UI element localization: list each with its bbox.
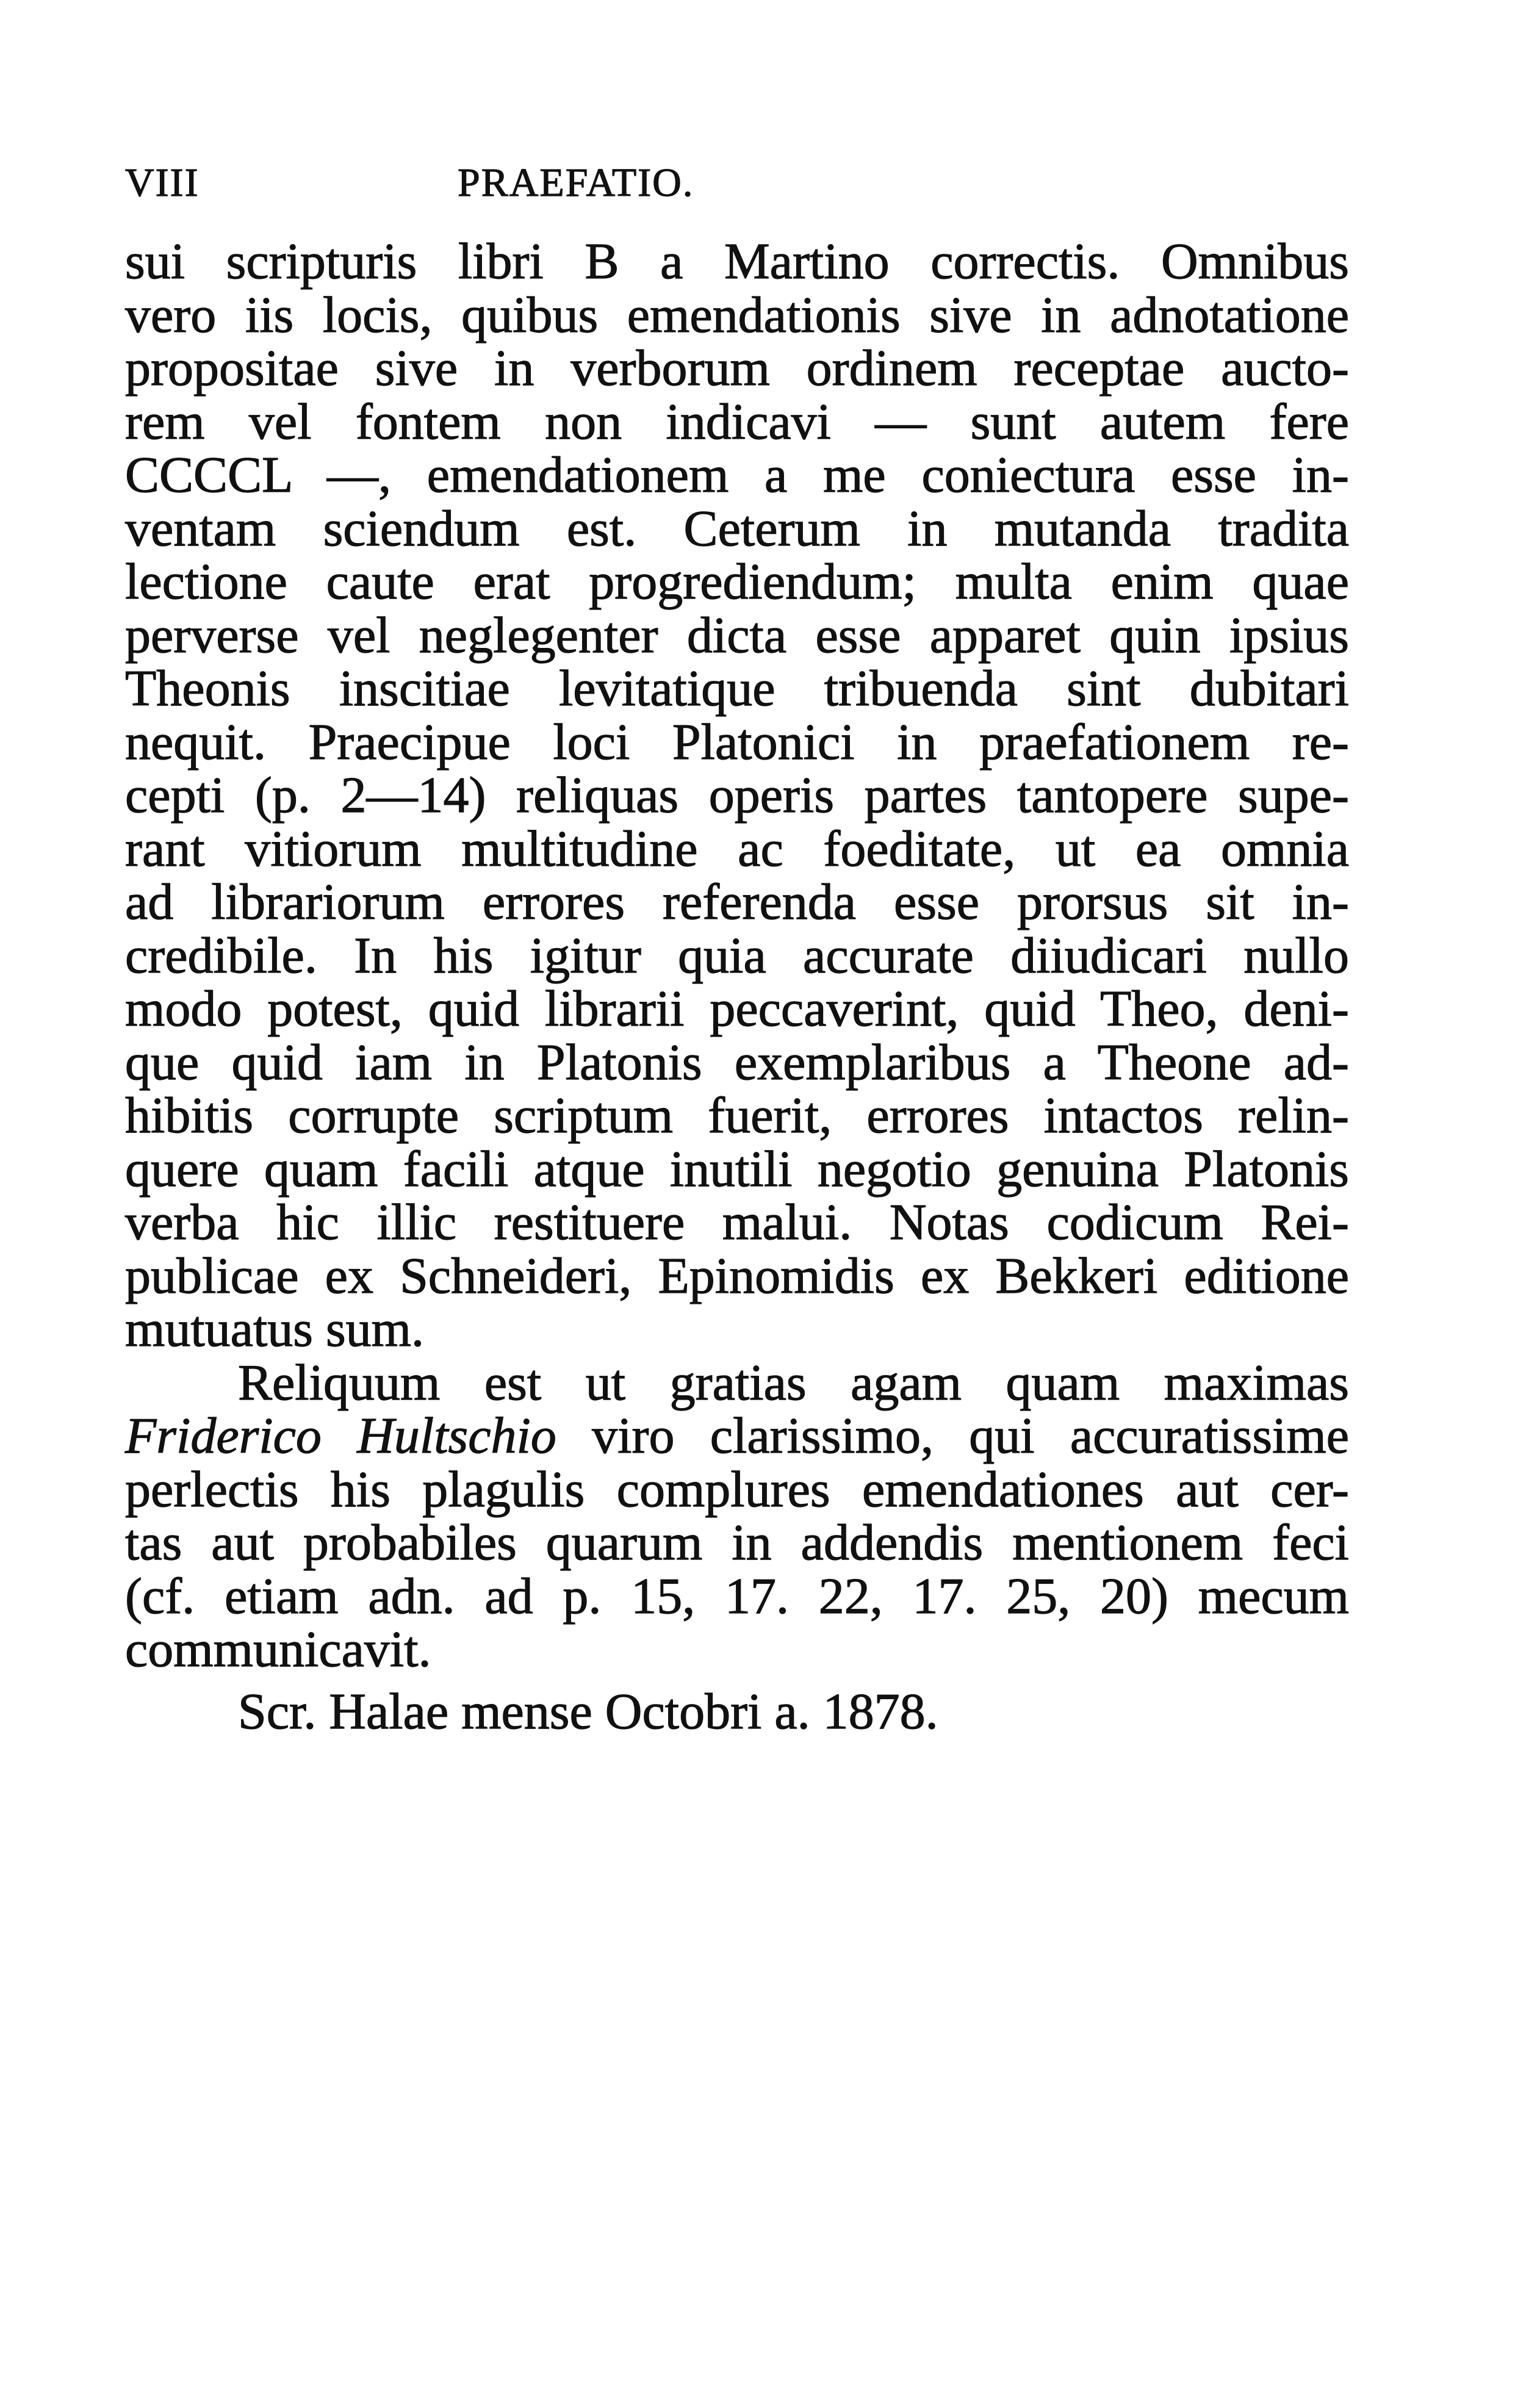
text-line: Reliquum est ut gratias agam quam maximas (238, 1354, 1349, 1411)
text-line: vero iis locis, quibus emendationis sive in adnotatione (125, 286, 1349, 343)
text-line: modo potest, quid librarii peccaverint, quid Theo, deni- (125, 980, 1349, 1037)
text-line: rem vel fontem non indicavi — sunt autem fere (125, 393, 1349, 450)
text-line: hibitis corrupte scriptum fuerit, errores intactos relin- (125, 1087, 1349, 1144)
text-line: sui scripturis libri B a Martino correctis. Omnibus (125, 233, 1349, 290)
running-head: PRAEFATIO. (458, 160, 694, 205)
text-line: perverse vel neglegenter dicta esse apparet quin ipsius (125, 606, 1349, 664)
text-line: verba hic illic restituere malui. Notas codicum Rei- (125, 1194, 1349, 1251)
text-span: viro clarissimo, qui accuratissime (556, 1407, 1349, 1464)
text-line (125, 1409, 1349, 1463)
text-line: Theonis inscitiae levitatique tribuenda sint dubitari (125, 660, 1349, 717)
signoff: Scr. Halae mense Octobri a. 1878. (238, 1683, 938, 1740)
text-line: communicavit. (125, 1621, 431, 1678)
paragraph-2 (125, 1356, 1349, 1677)
text-line: tas aut probabiles quarum in addendis mentionem feci (125, 1514, 1349, 1571)
text-line: quere quam facili atque inutili negotio genuina Platonis (125, 1140, 1349, 1198)
text-line: rant vitiorum multitudine ac foeditate, ut ea omnia (125, 820, 1349, 877)
text-line: lectione caute erat progrediendum; multa enim quae (125, 553, 1349, 610)
text-line: mutuatus sum. (125, 1301, 425, 1357)
text-line: que quid iam in Platonis exemplaribus a Theone ad- (125, 1033, 1349, 1091)
text-line: perlectis his plagulis complures emendationes aut cer- (125, 1461, 1349, 1518)
text-line: cepti (p. 2—14) reliquas operis partes tantopere supe- (125, 767, 1349, 824)
text-line: publicae ex Schneideri, Epinomidis ex Bekkeri editione (125, 1247, 1349, 1304)
text-line: nequit. Praecipue loci Platonici in praefationem re- (125, 713, 1349, 771)
page-body (125, 235, 1349, 1738)
text-line: CCCCL —, emendationem a me coniectura esse in- (125, 447, 1349, 503)
text-line: ventam sciendum est. Ceterum in mutanda tradita (125, 500, 1349, 557)
text-line: propositae sive in verborum ordinem receptae aucto- (125, 340, 1349, 397)
italic-name: Friderico Hultschio (125, 1407, 556, 1464)
text-line: (cf. etiam adn. ad p. 15, 17. 22, 17. 25, 20) mecum (125, 1567, 1349, 1625)
page-header (125, 160, 1349, 203)
page-number: VIII (125, 160, 200, 205)
text-line: ad librariorum errores referenda esse prorsus sit in- (125, 874, 1349, 930)
paragraph-1 (125, 235, 1349, 1356)
text-line: credibile. In his igitur quia accurate diiudicari nullo (125, 927, 1349, 984)
